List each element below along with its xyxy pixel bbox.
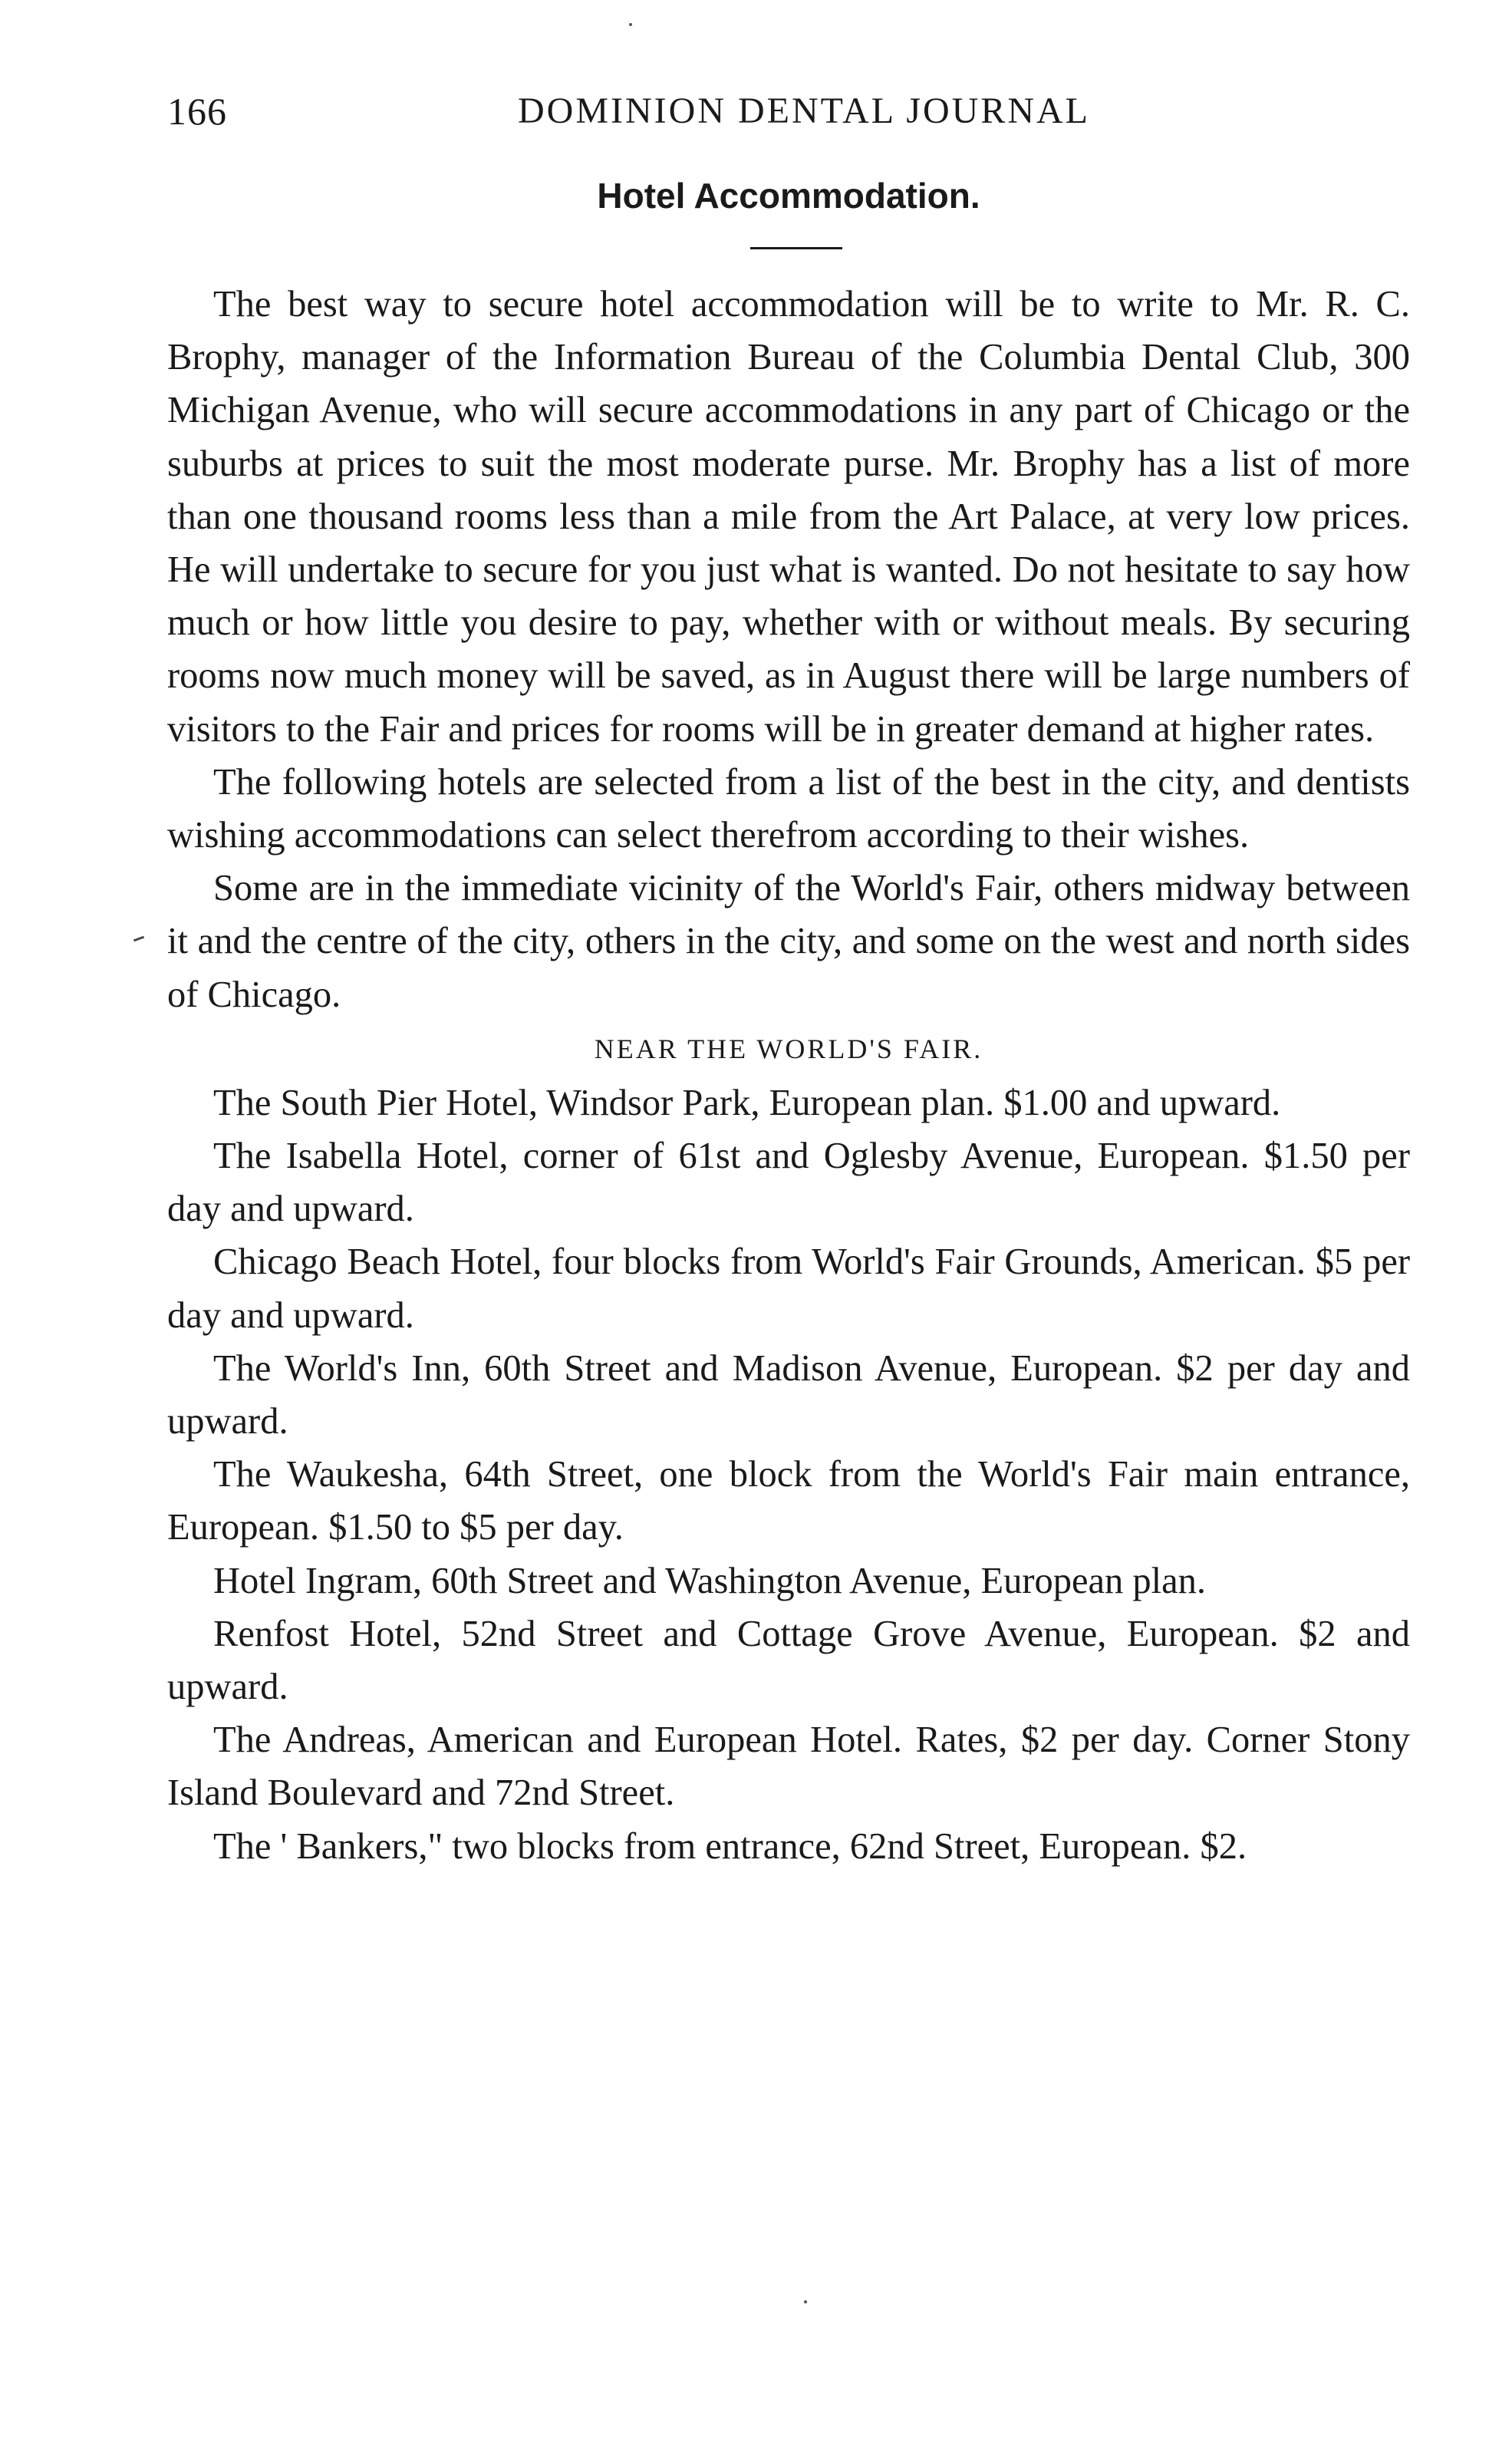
page-number: 166 bbox=[167, 90, 227, 133]
article-body bbox=[167, 278, 1410, 1873]
hotel-entry: Hotel Ingram, 60th Street and Washington Avenue, European plan. bbox=[213, 1560, 1207, 1601]
subheading-near-fair: NEAR THE WORLD'S FAIR. bbox=[594, 1033, 983, 1064]
hotel-entry: The South Pier Hotel, Windsor Park, European plan. $1.00 and upward. bbox=[213, 1082, 1281, 1123]
hotel-entry: Renfost Hotel, 52nd Street and Cottage Grove Avenue, European. $2 and upward. bbox=[167, 1613, 1410, 1708]
hotel-entry: The Waukesha, 64th Street, one block from the World's Fair main entrance, European. $1.50 to $5 per day. bbox=[167, 1454, 1410, 1548]
hotel-entry: The Isabella Hotel, corner of 61st and Oglesby Avenue, European. $1.50 per day and upward. bbox=[167, 1136, 1410, 1230]
ink-speck bbox=[804, 2300, 807, 2303]
journal-title: DOMINION DENTAL JOURNAL bbox=[518, 91, 1090, 131]
paragraph-intro: The best way to secure hotel accommodation will be to write to Mr. R. C. Brophy, manager of the Information Bureau of the Columbia Dental Club, 300 Michigan Avenue, who will secure accommodations in any part of Chicago or the suburbs at prices to suit the most moderate purse. Mr. Brophy has a list of more than one thousand rooms less than a mile from the Art Palace, at very low prices. He will undertake to secure for you just what is wanted. Do not hesitate to say how much or how little you desire to pay, whether with or without meals. By securing rooms now much money will be saved, as in August there will be large numbers of visitors to the Fair and prices for rooms will be in greater demand at higher rates. bbox=[167, 284, 1410, 750]
section-heading: Hotel Accommodation. bbox=[597, 176, 980, 216]
hotel-entry: The Andreas, American and European Hotel. Rates, $2 per day. Corner Stony Island Boulevard and 72nd Street. bbox=[167, 1719, 1410, 1814]
ink-speck bbox=[629, 23, 632, 26]
heading-rule bbox=[750, 247, 842, 249]
hotel-entry: The World's Inn, 60th Street and Madison Avenue, European. $2 per day and upward. bbox=[167, 1347, 1410, 1443]
paragraph-selection: The following hotels are selected from a list of the best in the city, and dentists wishing accommodations can select therefrom according to their wishes. bbox=[167, 761, 1410, 856]
hotel-entry: Chicago Beach Hotel, four blocks from World's Fair Grounds, American. $5 per day and upward. bbox=[167, 1241, 1410, 1336]
hotel-entry: The ' Bankers," two blocks from entrance, 62nd Street, European. $2. bbox=[213, 1825, 1247, 1867]
paragraph-locations: Some are in the immediate vicinity of the World's Fair, others midway between it and the centre of the city, others in the city, and some on the west and north sides of Chicago. bbox=[167, 868, 1410, 1015]
margin-mark bbox=[133, 936, 144, 942]
running-head bbox=[167, 84, 1410, 138]
